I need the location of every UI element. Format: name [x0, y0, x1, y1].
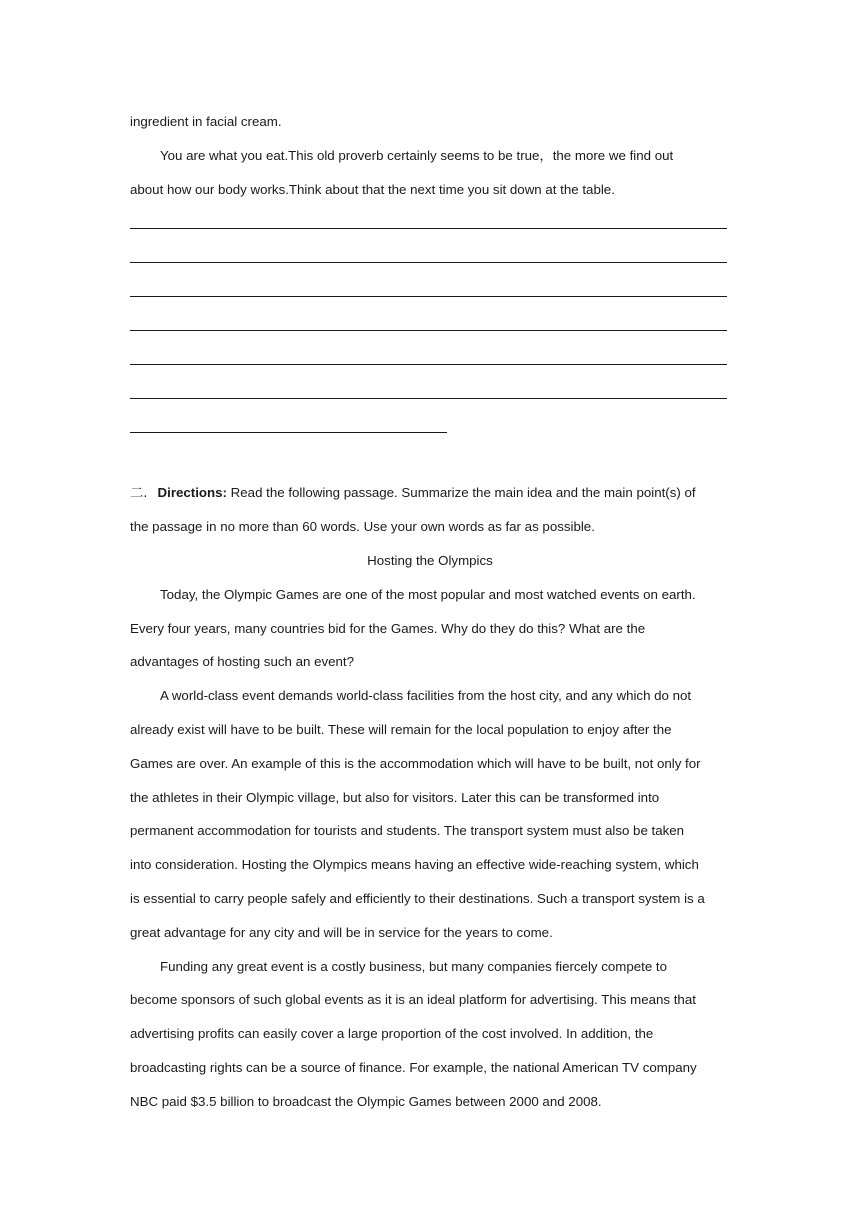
directions-line-2: the passage in no more than 60 words. Use your own words as far as possible.: [130, 519, 595, 534]
passage-line: permanent accommodation for tourists and students. The transport system must also be taken: [130, 823, 685, 838]
passage-line: NBC paid $3.5 billion to broadcast the Olympic Games between 2000 and 2008.: [130, 1094, 602, 1109]
directions-text: Read the following passage. Summarize the main idea and the main point(s) of: [226, 485, 696, 500]
section-number: 二.: [130, 486, 148, 501]
passage-line: advantages of hosting such an event?: [130, 654, 354, 669]
text-line: about how our body works.Think about that the next time you sit down at the table.: [130, 182, 615, 197]
passage-line: become sponsors of such global events as it is an ideal platform for advertising. This means that: [130, 992, 696, 1007]
passage-line: Today, the Olympic Games are one of the most popular and most watched events on earth.: [160, 587, 696, 602]
passage-line: Funding any great event is a costly business, but many companies fiercely compete to: [160, 959, 668, 974]
passage-line: A world-class event demands world-class facilities from the host city, and any which do not: [160, 688, 692, 703]
answer-line[interactable]: [130, 398, 727, 399]
directions-line: [130, 484, 730, 503]
answer-line[interactable]: [130, 262, 727, 263]
directions-label: Directions:: [157, 485, 227, 500]
passage-line: Games are over. An example of this is the accommodation which will have to be built, not only for: [130, 756, 701, 771]
passage-line: broadcasting rights can be a source of finance. For example, the national American TV company: [130, 1060, 697, 1075]
answer-line[interactable]: [130, 364, 727, 365]
passage-line: great advantage for any city and will be in service for the years to come.: [130, 925, 553, 940]
passage-line: into consideration. Hosting the Olympics means having an effective wide-reaching system, which: [130, 857, 699, 872]
text-line: ingredient in facial cream.: [130, 114, 282, 129]
passage-title: Hosting the Olympics: [367, 553, 493, 568]
answer-line[interactable]: [130, 330, 727, 331]
answer-line[interactable]: [130, 296, 727, 297]
answer-line[interactable]: [130, 432, 447, 433]
passage-line: the athletes in their Olympic village, but also for visitors. Later this can be transformed into: [130, 790, 660, 805]
passage-line: Every four years, many countries bid for the Games. Why do they do this? What are the: [130, 621, 646, 636]
passage-line: already exist will have to be built. These will remain for the local population to enjoy after the: [130, 722, 672, 737]
passage-line: is essential to carry people safely and efficiently to their destinations. Such a transport system is a: [130, 891, 705, 906]
passage-line: advertising profits can easily cover a large proportion of the cost involved. In addition, the: [130, 1026, 654, 1041]
answer-line[interactable]: [130, 228, 727, 229]
text-line: You are what you eat.This old proverb certainly seems to be true，the more we find out: [160, 148, 674, 163]
